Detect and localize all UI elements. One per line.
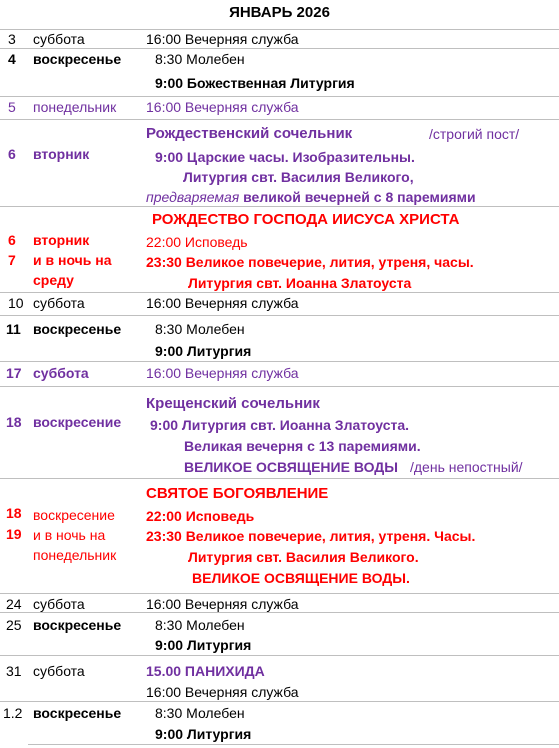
feast-heading: Крещенский сочельник: [146, 395, 320, 412]
service-line: 16:00 Вечерняя служба: [146, 365, 299, 381]
weekday: и в ночь на: [33, 527, 106, 543]
service-line: Великая вечерня с 13 паремиями.: [184, 438, 421, 454]
feast-heading: РОЖДЕСТВО ГОСПОДА ИИСУСА ХРИСТА: [152, 211, 460, 228]
service-line: 8:30 Молебен: [155, 51, 245, 67]
service-line: ВЕЛИКОЕ ОСВЯЩЕНИЕ ВОДЫ.: [192, 570, 410, 586]
weekday: воскресение: [33, 507, 115, 523]
service-line: 16:00 Вечерняя служба: [146, 295, 299, 311]
weekday: суббота: [33, 596, 85, 612]
weekday: понедельник: [33, 547, 117, 563]
service-line: 9:00 Литургия: [155, 726, 252, 742]
day-number: 5: [8, 99, 16, 115]
row-divider: [0, 612, 559, 613]
row-divider: [0, 96, 559, 97]
service-line: Литургия свт. Иоанна Златоуста: [188, 275, 412, 291]
service-line: 9:00 Царские часы. Изобразительны.: [155, 149, 415, 165]
weekday: воскресенье: [33, 705, 122, 721]
feast-heading: СВЯТОЕ БОГОЯВЛЕНИЕ: [146, 485, 329, 502]
weekday: воскресенье: [33, 617, 122, 633]
service-line: 16:00 Вечерняя служба: [146, 31, 299, 47]
row-divider: [0, 361, 559, 362]
service-line: 23:30 Великое повечерие, лития, утреня, часы.: [146, 254, 474, 270]
day-number: 7: [8, 252, 16, 268]
day-number: 24: [6, 596, 22, 612]
service-line: 22:00 Исповедь: [146, 508, 255, 524]
service-line: 8:30 Молебен: [155, 705, 245, 721]
weekday: понедельник: [33, 99, 117, 115]
row-divider: [0, 478, 559, 479]
row-divider: [28, 744, 559, 745]
weekday: суббота: [33, 663, 85, 679]
service-line-rest: великой вечерней с 8 паремиями: [239, 189, 476, 205]
day-number: 1.2: [3, 705, 23, 721]
service-line: 9:00 Божественная Литургия: [155, 75, 355, 91]
row-divider: [0, 292, 559, 293]
day-number: 17: [6, 365, 22, 381]
weekday: и в ночь на: [33, 252, 112, 268]
fast-note: /день непостный/: [410, 459, 523, 475]
day-number: 4: [8, 51, 16, 67]
day-number: 6: [8, 232, 16, 248]
weekday: суббота: [33, 31, 85, 47]
service-line: 16:00 Вечерняя служба: [146, 99, 299, 115]
feast-heading: Рождественский сочельник: [146, 125, 353, 142]
day-number: 31: [6, 663, 22, 679]
service-line: Литургия свт. Василия Великого.: [188, 549, 419, 565]
page-title: ЯНВАРЬ 2026: [229, 4, 330, 21]
row-divider: [0, 48, 559, 49]
row-divider: [0, 119, 559, 120]
fast-note: /строгий пост/: [429, 126, 520, 142]
day-number: 19: [6, 526, 22, 542]
weekday: вторник: [33, 146, 90, 162]
service-line: 9:00 Литургия: [155, 637, 252, 653]
service-line-italic: предваряемая: [146, 189, 240, 205]
weekday: суббота: [33, 295, 85, 311]
row-divider: [0, 386, 559, 387]
service-line: 9:00 Литургия: [155, 343, 252, 359]
weekday: вторник: [33, 232, 90, 248]
row-divider: [0, 655, 559, 656]
service-line: Литургия свт. Василия Великого,: [183, 169, 414, 185]
service-line: 8:30 Молебен: [155, 321, 245, 337]
day-number: 18: [6, 414, 22, 430]
row-divider: [0, 701, 559, 702]
weekday: суббота: [33, 365, 89, 381]
service-line: 16:00 Вечерняя служба: [146, 596, 299, 612]
day-number: 6: [8, 146, 16, 162]
day-number: 10: [8, 295, 24, 311]
service-line: 16:00 Вечерняя служба: [146, 684, 299, 700]
weekday: среду: [33, 272, 74, 288]
weekday: воскресенье: [33, 321, 122, 337]
day-number: 11: [6, 321, 21, 337]
service-line: 23:30 Великое повечерие, лития, утреня. Часы.: [146, 528, 476, 544]
day-number: 18: [6, 505, 22, 521]
row-divider: [0, 593, 559, 594]
service-line: ВЕЛИКОЕ ОСВЯЩЕНИЕ ВОДЫ: [184, 459, 398, 475]
weekday: воскресенье: [33, 51, 122, 67]
day-number: 25: [6, 617, 22, 633]
row-divider: [0, 206, 559, 207]
service-line: [146, 188, 476, 206]
weekday: воскресение: [33, 414, 122, 430]
service-line: 9:00 Литургия свт. Иоанна Златоуста.: [150, 417, 410, 433]
day-number: 3: [8, 31, 16, 47]
service-line: 8:30 Молебен: [155, 617, 245, 633]
service-line: 22:00 Исповедь: [146, 234, 248, 250]
row-divider: [0, 315, 559, 316]
service-line: 15.00 ПАНИХИДА: [146, 663, 265, 679]
